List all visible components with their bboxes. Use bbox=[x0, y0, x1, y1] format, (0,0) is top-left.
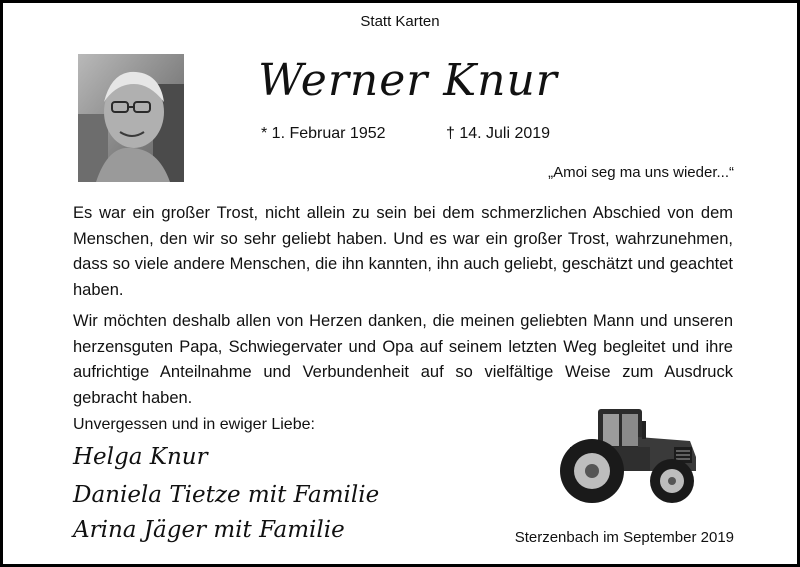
portrait-image bbox=[78, 54, 184, 182]
death-date: † 14. Juli 2019 bbox=[446, 125, 551, 142]
closing-line: Unvergessen und in ewiger Liebe: bbox=[73, 416, 315, 433]
body-text bbox=[73, 201, 733, 417]
quote: „Amoi seg ma uns wieder...“ bbox=[548, 164, 734, 181]
header-text: Statt Karten bbox=[360, 13, 440, 30]
portrait-photo bbox=[78, 54, 184, 182]
tractor-icon bbox=[550, 407, 700, 505]
signature-2: Daniela Tietze mit Familie bbox=[73, 482, 380, 508]
deceased-name: Werner Knur bbox=[258, 55, 558, 106]
paragraph-1: Es war ein großer Trost, nicht allein zu sein bei dem schmerzlichen Abschied von dem Menschen, den wir so sehr geliebt haben. Und es war ein großer Trost, wahrzunehmen, dass so viele andere Menschen, die ihn kannten, ihn auch geliebt, geschätzt und geachtet haben. bbox=[73, 204, 733, 299]
signature-1: Helga Knur bbox=[73, 444, 208, 470]
birth-date: * 1. Februar 1952 bbox=[261, 125, 386, 142]
signature-3: Arina Jäger mit Familie bbox=[73, 517, 345, 543]
place-and-date: Sterzenbach im September 2019 bbox=[514, 529, 734, 546]
paragraph-2: Wir möchten deshalb allen von Herzen danken, die meinen geliebten Mann und unseren herzensguten Papa, Schwiegervater und Opa auf seinem letzten Weg begleitet und ihre aufrichtige Anteilnahme und Verbundenheit auf so vielfältige Weise zum Ausdruck gebracht haben. bbox=[73, 312, 733, 407]
